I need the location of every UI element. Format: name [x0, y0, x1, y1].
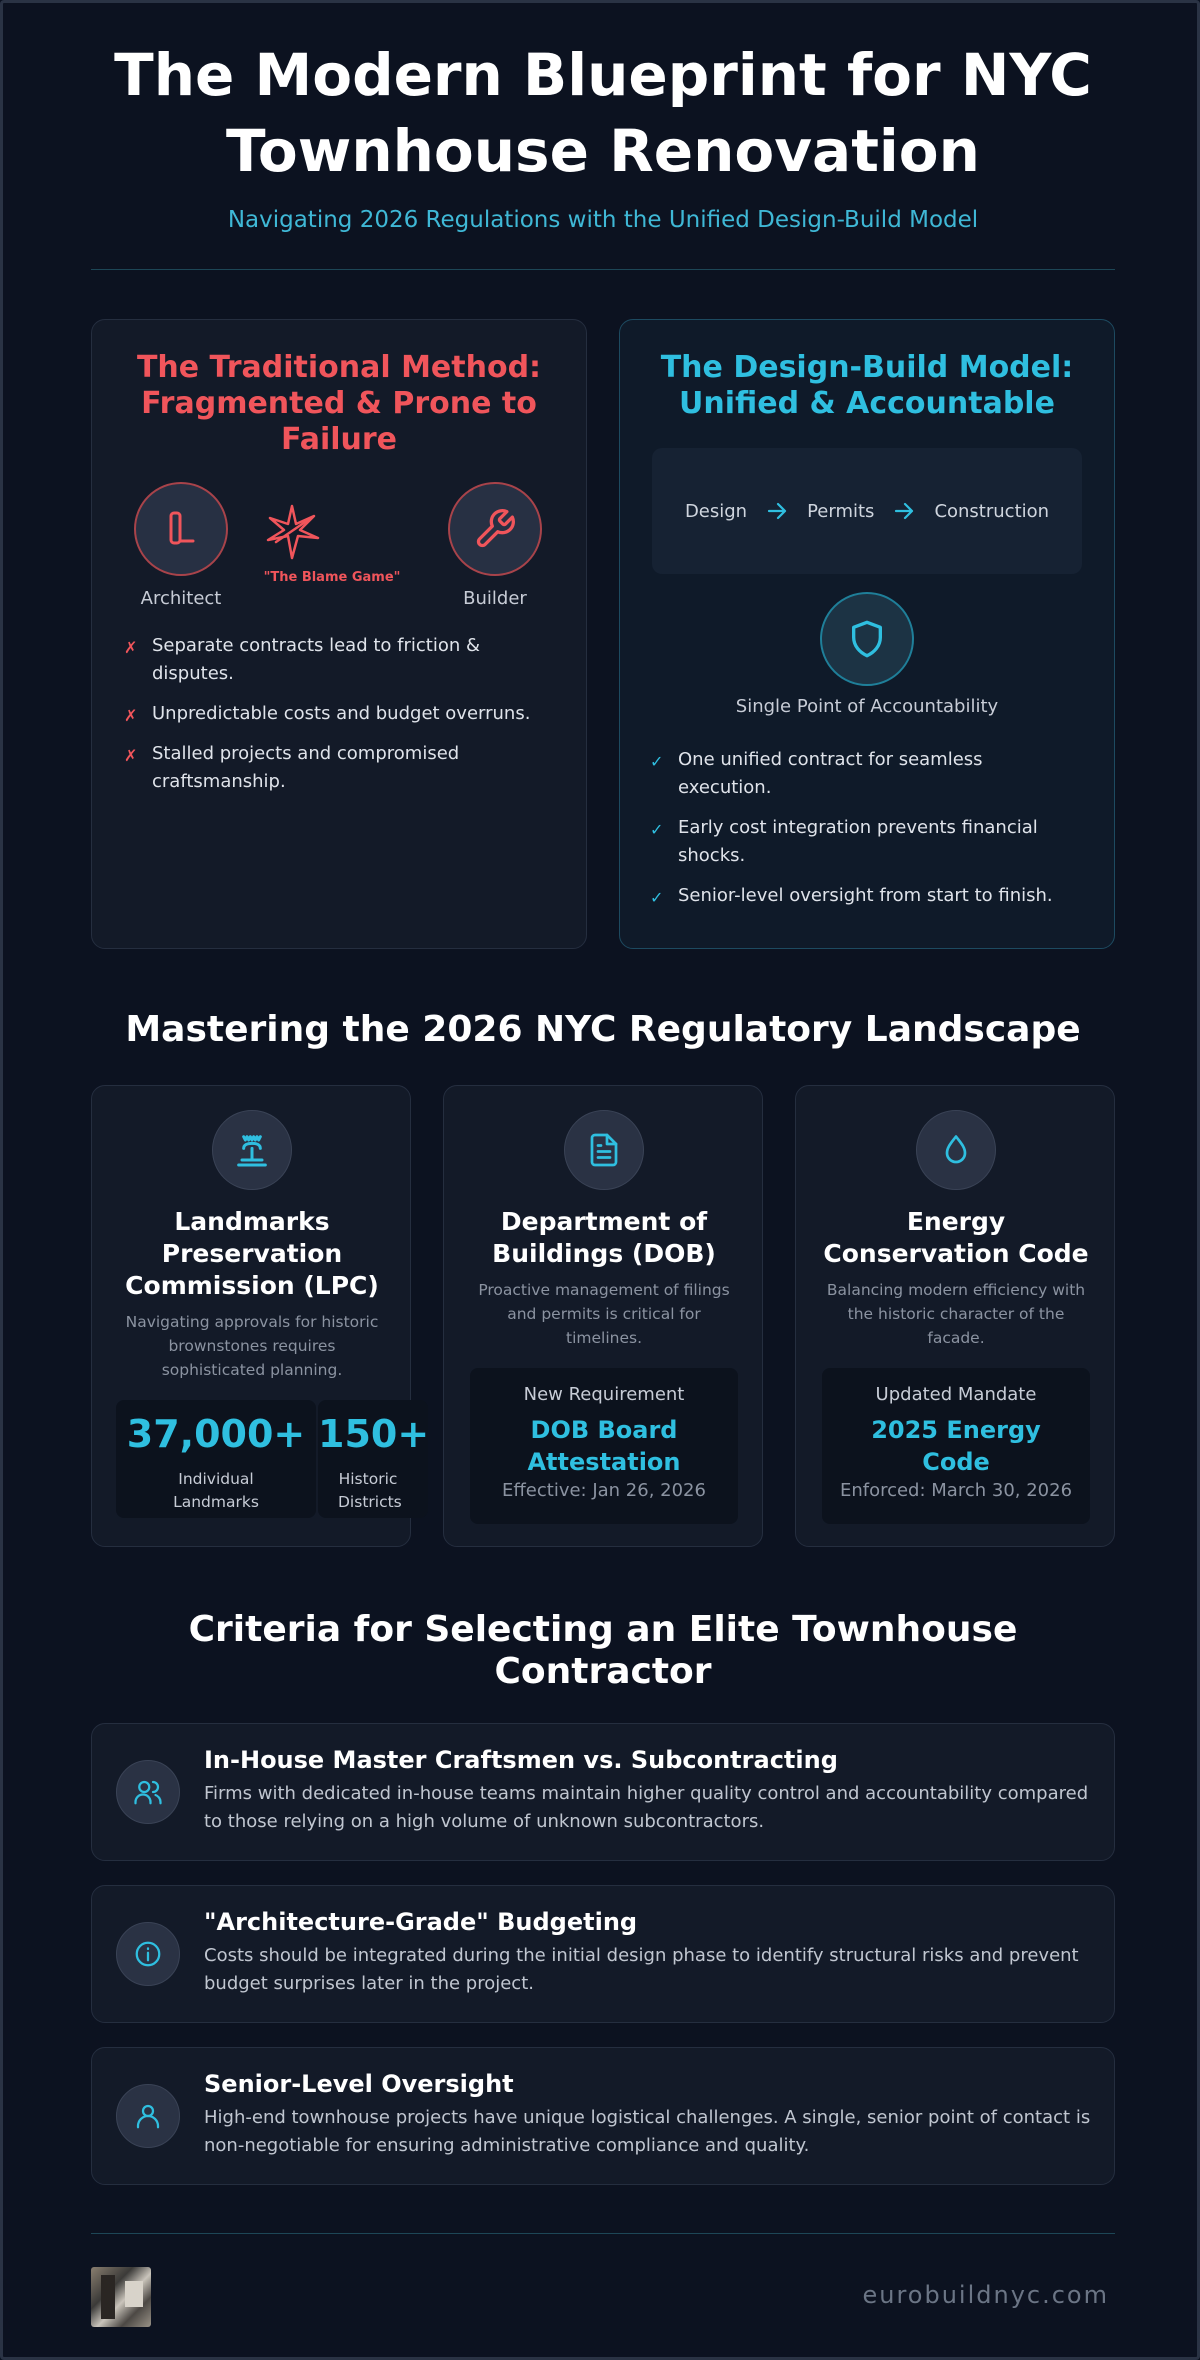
wrench-icon — [448, 482, 542, 576]
list-item: ✗ Stalled projects and compromised craftsmanship. — [124, 743, 460, 792]
criteria-title: In-House Master Craftsmen vs. Subcontracting — [204, 1746, 838, 1774]
requirement-label: New Requirement — [523, 1384, 685, 1405]
list-item: ✗ Unpredictable costs and budget overruns. — [124, 700, 544, 728]
stat-label: Individual Landmarks — [173, 1470, 259, 1511]
mandate-label: Updated Mandate — [875, 1384, 1037, 1405]
mandate-value: 2025 Energy Code — [871, 1416, 1041, 1476]
divider — [91, 269, 1115, 270]
list-item: ✓ Senior-level oversight from start to finish. — [650, 882, 1080, 910]
cross-icon: ✗ — [124, 638, 138, 657]
person-icon — [116, 2084, 180, 2148]
blame-game-label: "The Blame Game" — [263, 570, 401, 585]
page-title: The Modern Blueprint for NYC Townhouse Renovation — [114, 41, 1092, 185]
requirement-date: Effective: Jan 26, 2026 — [502, 1480, 706, 1501]
architect-icon — [134, 482, 228, 576]
traditional-method-card — [91, 319, 587, 949]
dob-requirement-box — [470, 1368, 738, 1524]
requirement-value: DOB Board Attestation — [527, 1416, 681, 1476]
energy-mandate-box — [822, 1368, 1090, 1524]
conflict-icon — [262, 502, 322, 562]
drop-icon — [916, 1110, 996, 1190]
criteria-item — [91, 2047, 1115, 2185]
design-build-card — [619, 319, 1115, 949]
architect-label: Architect — [140, 588, 222, 609]
users-icon — [116, 1760, 180, 1824]
energy-code-card — [795, 1085, 1115, 1547]
criteria-item — [91, 1723, 1115, 1861]
design-build-bullet-list — [650, 746, 1080, 922]
traditional-bullet-list — [124, 632, 544, 808]
arrow-right-icon — [892, 499, 916, 523]
stat-value: 150+ — [318, 1412, 430, 1456]
process-flow — [652, 448, 1082, 574]
design-build-heading: The Design-Build Model: Unified & Accountable — [660, 350, 1074, 421]
energy-description: Balancing modern efficiency with the historic character of the facade. — [826, 1281, 1086, 1347]
stat-label: Historic Districts — [338, 1470, 402, 1511]
dob-card — [443, 1085, 763, 1547]
flow-step-permits: Permits — [807, 500, 875, 522]
check-icon: ✓ — [650, 752, 664, 771]
lpc-description: Navigating approvals for historic brownstones requires sophisticated planning. — [125, 1313, 379, 1379]
stat-value: 37,000+ — [126, 1412, 306, 1456]
flow-step-construction: Construction — [934, 500, 1050, 522]
criteria-item — [91, 1885, 1115, 2023]
flow-step-design: Design — [684, 500, 748, 522]
mandate-date: Enforced: March 30, 2026 — [839, 1480, 1073, 1501]
criteria-description: High-end townhouse projects have unique logistical challenges. A single, senior point of contact is non-negotiable for ensuring administrative compliance and quality. — [204, 2107, 1091, 2156]
accountability-label: Single Point of Accountability — [735, 696, 999, 717]
check-icon: ✓ — [650, 888, 664, 907]
page-subtitle: Navigating 2026 Regulations with the Unified Design-Build Model — [227, 207, 979, 233]
criteria-description: Firms with dedicated in-house teams maintain higher quality control and accountability compared to those relying on a high volume of unknown subcontractors. — [204, 1783, 1089, 1832]
dob-description: Proactive management of filings and permits is critical for timelines. — [478, 1281, 730, 1347]
shield-icon — [820, 592, 914, 686]
list-item: ✓ One unified contract for seamless execution. — [650, 749, 983, 798]
energy-title: Energy Conservation Code — [823, 1207, 1089, 1268]
lpc-title: Landmarks Preservation Commission (LPC) — [125, 1207, 379, 1300]
check-icon: ✓ — [650, 820, 664, 839]
cross-icon: ✗ — [124, 746, 138, 765]
criteria-description: Costs should be integrated during the initial design phase to identify structural risks and prevent budget surprises later in the project. — [204, 1945, 1079, 1994]
criteria-heading: Criteria for Selecting an Elite Townhouse Contractor — [188, 1609, 1018, 1692]
document-icon — [564, 1110, 644, 1190]
stat-individual-landmarks — [116, 1400, 316, 1518]
dob-title: Department of Buildings (DOB) — [492, 1207, 716, 1268]
interior-photo-thumbnail — [91, 2267, 151, 2327]
criteria-title: Senior-Level Oversight — [204, 2070, 514, 2098]
regulatory-heading: Mastering the 2026 NYC Regulatory Landscape — [125, 1009, 1081, 1050]
list-item: ✓ Early cost integration prevents financial shocks. — [650, 817, 1038, 866]
arrow-right-icon — [765, 499, 789, 523]
footer-divider — [91, 2233, 1115, 2234]
list-item: ✗ Separate contracts lead to friction & disputes. — [124, 635, 481, 684]
landmark-icon — [212, 1110, 292, 1190]
cross-icon: ✗ — [124, 706, 138, 725]
stat-historic-districts — [318, 1400, 428, 1518]
builder-label: Builder — [463, 588, 527, 609]
criteria-title: "Architecture-Grade" Budgeting — [204, 1908, 638, 1936]
info-icon — [116, 1922, 180, 1986]
footer-url[interactable]: eurobuildnyc.com — [862, 2281, 1109, 2309]
traditional-heading: The Traditional Method: Fragmented & Prone to Failure — [136, 350, 542, 457]
lpc-card — [91, 1085, 430, 1547]
